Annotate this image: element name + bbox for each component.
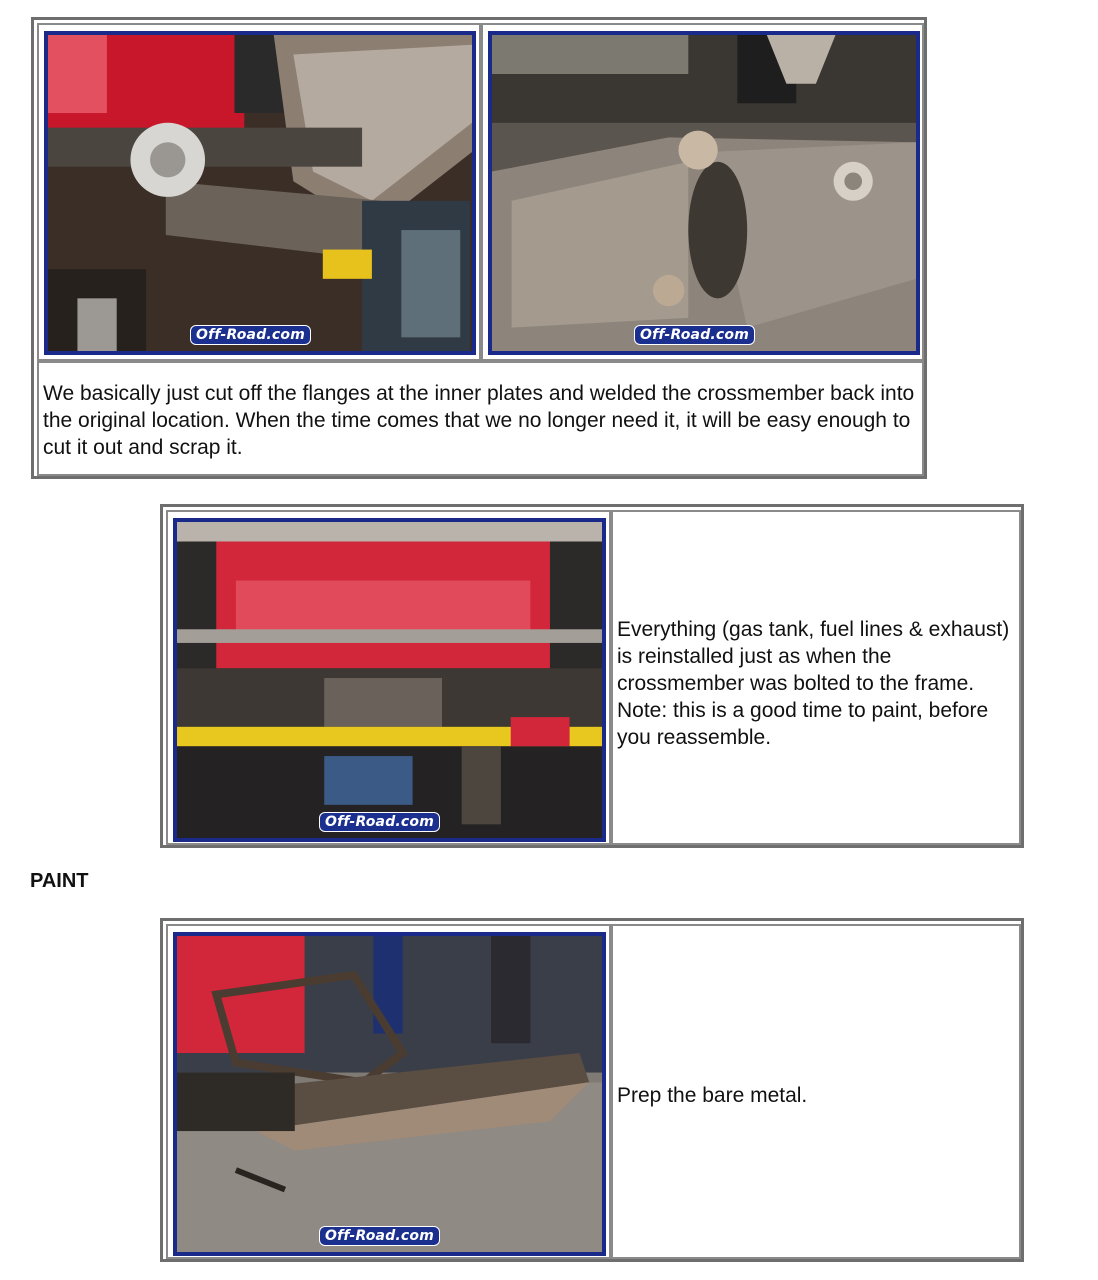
photo-table-3 — [160, 918, 1024, 1262]
caption-text: Everything (gas tank, fuel lines & exhaust) is reinstalled just as when the crossmember was bolted to the frame. Note: this is a good time to paint, before you reassemble. — [617, 618, 1010, 749]
photo-cell-1b — [481, 23, 924, 361]
watermark-label: Off-Road.com — [319, 812, 440, 832]
photo-table-2 — [160, 504, 1024, 848]
bare-metal-frame-photo[interactable] — [173, 932, 606, 1256]
watermark-label: Off-Road.com — [319, 1226, 440, 1246]
photo-cell-2 — [166, 510, 611, 845]
photo-cell-3 — [166, 924, 611, 1259]
photo-table-1 — [31, 17, 927, 479]
crossmember-flange-photo[interactable] — [44, 31, 476, 355]
caption-text: Prep the bare metal. — [617, 1084, 808, 1107]
caption-cell-3 — [611, 924, 1021, 1259]
caption-text: We basically just cut off the flanges at the inner plates and welded the crossmember back into the original location. When the time comes that we no longer need it, it will be easy enough to cut it out and scrap it. — [43, 382, 915, 459]
reinstalled-underside-photo[interactable] — [173, 518, 606, 842]
caption-cell-2 — [611, 510, 1021, 845]
caption-cell-1 — [37, 361, 924, 476]
photo-cell-1a — [37, 23, 481, 361]
welded-crossmember-photo[interactable] — [488, 31, 920, 355]
watermark-label: Off-Road.com — [190, 325, 311, 345]
section-title-paint: PAINT — [30, 870, 89, 892]
watermark-label: Off-Road.com — [634, 325, 755, 345]
